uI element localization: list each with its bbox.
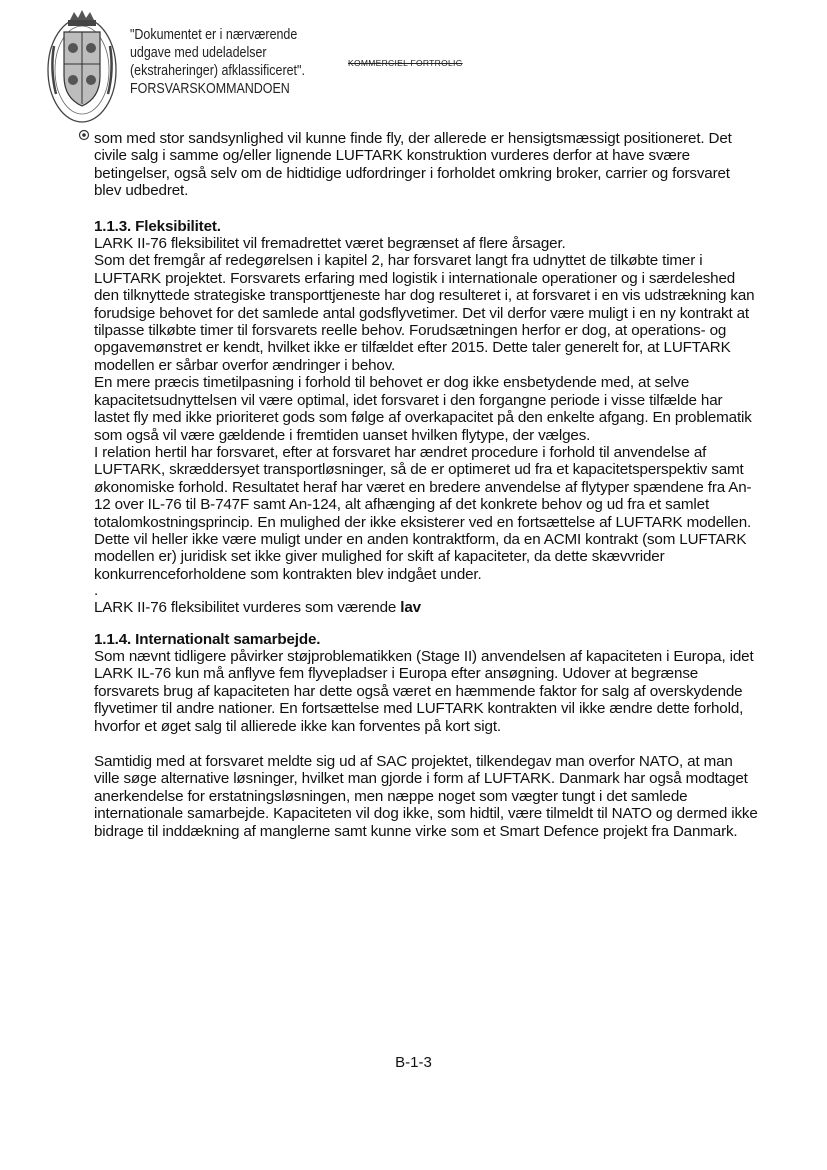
paragraph: Som nævnt tidligere påvirker støjproblematikken (Stage II) anvendelsen af kapaciteten i Europa, idet LARK IL-76 kun må anflyve fem flyvepladser i Europa efter ansøgning. Udover at begrænse forsvarets brug af kapaciteten har dette også været en hæmmende faktor for salg af overskydende flyvetimer til andre nationer. En fortsættelse med LUFTARK kontrakten vil ikke ændre dette forhold, hvorfor et øget salg til allierede ikke kan forventes på kort sigt. bbox=[94, 647, 754, 735]
stamp-line: "Dokumentet er i nærværende bbox=[130, 27, 298, 43]
assessment-text: LARK II-76 fleksibilitet vurderes som værende bbox=[94, 599, 401, 617]
declassification-stamp bbox=[130, 26, 305, 98]
binder-hole-icon bbox=[78, 128, 90, 142]
stamp-line: (ekstraheringer) afklassificeret". bbox=[130, 63, 305, 79]
section-heading-fleksibilitet: 1.1.3. Fleksibilitet. bbox=[94, 217, 221, 235]
page-number: B-1-3 bbox=[395, 1054, 432, 1071]
assessment-value: lav bbox=[400, 599, 421, 617]
document-body bbox=[94, 130, 759, 840]
paragraph: Som det fremgår af redegørelsen i kapitel 2, har forsvaret langt fra udnyttet de tilkøbte timer i LUFTARK projektet. Forsvarets erfaring med logistik i internationale operationer og i særdeleshed den tilknyttede strategiske transporttjeneste har dog resulteret i, at forsvaret i en vis udstrækning kan forudsige behovet for det samlede antal godsflyvetimer. Det vil derfor være muligt i en ny kontrakt at tilpasse tilkøbte timer til forsvarets reelle behov. Forudsætningen herfor er dog, at operations- og opgavemønstret er kendt, hvilket ikke er tilfældet efter 2015. Dette taler generelt for, at LUFTARK modellen er sårbar overfor ændringer i behov. bbox=[94, 252, 755, 374]
paragraph: Samtidig med at forsvaret meldte sig ud af SAC projektet, tilkendegav man overfor NATO, at man ville søge alternative løsninger, hvilket man gjorde i form af LUFTARK. Danmark har også modtaget anerkendelse for erstatningsløsningen, men næppe noget som vægter tungt i det samlede internationale samarbejde. Kapaciteten vil dog ikke, som hidtil, være tilmeldt til NATO og dermed ikke bidrage til inddækning af manglerne samt kunne virke som et Smart Defence projekt fra Danmark. bbox=[94, 753, 758, 840]
stamp-line: FORSVARSKOMMANDOEN bbox=[130, 81, 290, 97]
classification-marking: KOMMERCIEL FORTROLIG bbox=[348, 58, 463, 68]
paragraph: En mere præcis timetilpasning i forhold til behovet er dog ikke ensbetydende med, at selve kapacitetsudnyttelsen vil være optimal, idet forsvaret i den forgangne periode i visse tilfælde har lastet fly med ikke prioriteret gods som følge af overkapacitet på den enkelte afgang. En problematik som også vil være gældende i fremtiden uanset hvilken flytype, der vælges. bbox=[94, 374, 752, 444]
stamp-line: udgave med udeladelser bbox=[130, 45, 267, 61]
stray-dot: . bbox=[94, 582, 99, 600]
paragraph: LARK II-76 fleksibilitet vil fremadrettet været begrænset af flere årsager. bbox=[94, 235, 566, 253]
section-heading-internationalt-samarbejde: 1.1.4. Internationalt samarbejde. bbox=[94, 630, 321, 648]
coat-of-arms-seal bbox=[46, 6, 118, 126]
paragraph: som med stor sandsynlighed vil kunne finde fly, der allerede er hensigtsmæssigt positioneret. Det civile salg i samme og/eller lignende LUFTARK konstruktion vurderes derfor at have svære betingelser, også selv om de hidtidige udfordringer i forholdet omkring broker, carrier og forsvaret blev udbedret. bbox=[94, 130, 732, 200]
assessment-line bbox=[94, 599, 759, 616]
paragraph: I relation hertil har forsvaret, efter at forsvaret har ændret procedure i forhold til anvendelse af LUFTARK, skræddersyet transportløsninger, så de er optimeret ud fra et kapacitetsperspektiv samt økonomiske forhold. Resultatet heraf har været en bredere anvendelse af flytyper spændene fra An-12 over IL-76 til B-747F samt An-124, alt afhænging af det konkrete behov og ud fra et samlet totalomkostningsprincip. En mulighed der ikke eksisterer ved en fortsættelse af LUFTARK modellen. Dette vil heller ikke være muligt under en anden kontraktform, da en ACMI kontrakt (som LUFTARK modellen er) juridisk set ikke giver mulighed for skift af kapaciteter, da dette skævvrider konkurrenceforholdene som kontrakten blev indgået under. bbox=[94, 443, 752, 583]
